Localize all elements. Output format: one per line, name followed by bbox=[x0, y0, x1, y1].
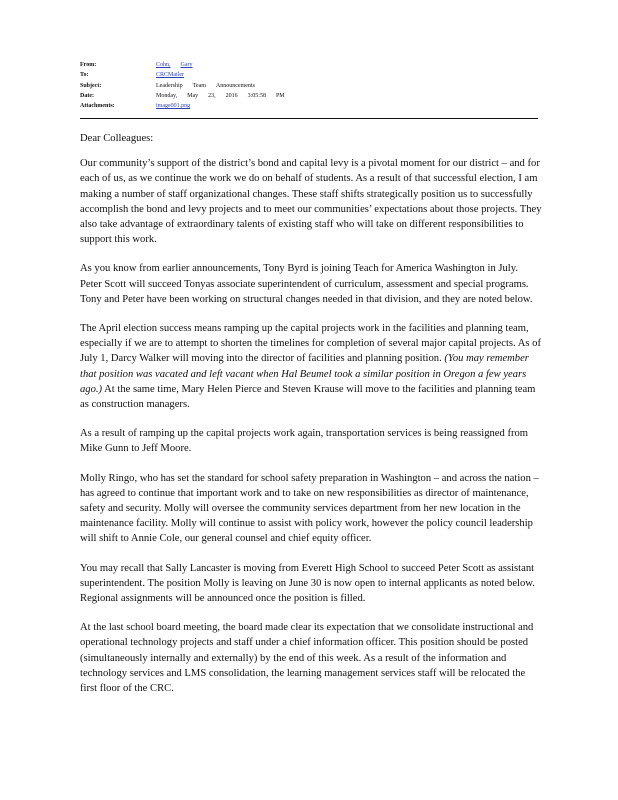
subject-word: Leadership bbox=[156, 82, 183, 89]
email-header bbox=[80, 60, 285, 111]
from-link[interactable] bbox=[156, 60, 193, 70]
subject-word: Announcements bbox=[215, 82, 255, 89]
subject-value bbox=[156, 81, 255, 91]
from-name-part: Gary bbox=[180, 62, 193, 68]
subject-row bbox=[80, 81, 285, 91]
from-name-part: Cohn, bbox=[156, 62, 171, 68]
date-part: Monday, bbox=[156, 92, 178, 99]
to-label: To: bbox=[80, 72, 89, 79]
from-row bbox=[80, 60, 285, 70]
greeting: Dear Colleagues: bbox=[80, 133, 154, 144]
subject-label: Subject: bbox=[80, 82, 102, 89]
paragraph bbox=[80, 321, 542, 412]
date-part: 23, bbox=[208, 92, 216, 99]
date-part: PM bbox=[275, 92, 285, 99]
paragraph: As a result of ramping up the capital projects work again, transportation services is being reassigned from Mike Gunn to Jeff Moore. bbox=[80, 428, 529, 455]
date-value bbox=[156, 91, 285, 101]
date-part: May bbox=[187, 92, 199, 99]
attachment-link[interactable]: image001.png bbox=[156, 103, 191, 110]
header-divider bbox=[80, 118, 538, 119]
from-label: From: bbox=[80, 62, 97, 68]
paragraph: Molly Ringo, who has set the standard for school safety preparation in Washington – and across the nation – has agreed to continue that important work and to take on new responsibilities as director of maintenance, safety and security. Molly will oversee the community services department from her new location in the maintenance facility. Molly will continue to assist with policy work, however the policy council leadership will shift to Annie Cole, our general counsel and chief equity officer. bbox=[80, 472, 539, 545]
date-part: 2016 bbox=[225, 92, 238, 99]
paragraph: You may recall that Sally Lancaster is moving from Everett High School to succeed Peter Scott as assistant superintendent. The position Molly is leaving on June 30 is now open to internal applicants as noted below. Regional assignments will be announced once the position is filled. bbox=[80, 562, 535, 605]
attachments-label: Attachments: bbox=[80, 103, 115, 110]
email-body bbox=[80, 131, 542, 710]
subject-word: Team bbox=[192, 82, 206, 89]
date-row bbox=[80, 91, 285, 101]
attachments-row bbox=[80, 101, 285, 111]
paragraph: As you know from earlier announcements, Tony Byrd is joining Teach for America Washington in July. Peter Scott will succeed Tonyas associate superintendent of curriculum, assessment and special programs. Tony and Peter have been working on structural changes needed in that division, and they are noted below. bbox=[80, 263, 533, 305]
date-label: Date: bbox=[80, 92, 94, 99]
date-part: 3:05:58 bbox=[247, 92, 266, 99]
to-link[interactable]: CRCMailer bbox=[156, 72, 184, 79]
paragraph: Our community’s support of the district’s bond and capital levy is a pivotal moment for our district – and for each of us, as we continue the work we do on behalf of students. As a result of that successful election, I am making a number of staff organizational changes. These staff shifts strategically position us to successfully accomplish the bond and levy projects and to meet our communities’ expectations about those projects. They also take advantage of extraordinary talents of existing staff who will take on different responsibilities to support this work. bbox=[80, 158, 542, 246]
paragraph-text: The April election success means ramping up the capital projects work in the facilities and planning team, especially if we are to attempt to shorten the timelines for completion of several major capital projects. As of July 1, Darcy Walker will moving into the director of facilities and planning position. bbox=[80, 323, 541, 365]
italic-note: (You may remember that position was vacated and left vacant when Hal Beumel took a similar position in Oregon a few years ago.) bbox=[80, 353, 529, 395]
paragraph-text: At the same time, Mary Helen Pierce and Steven Krause will move to the facilities and planning team as construction managers. bbox=[80, 383, 536, 411]
paragraph: At the last school board meeting, the board made clear its expectation that we consolidate instructional and operational technology projects and staff under a chief information officer. This position should be posted (simultaneously internally and externally) by the end of this week. As a result of the information and technology services and LMS consolidation, the learning management services staff will be relocated the first floor of the CRC. bbox=[80, 622, 534, 695]
to-row bbox=[80, 70, 285, 80]
